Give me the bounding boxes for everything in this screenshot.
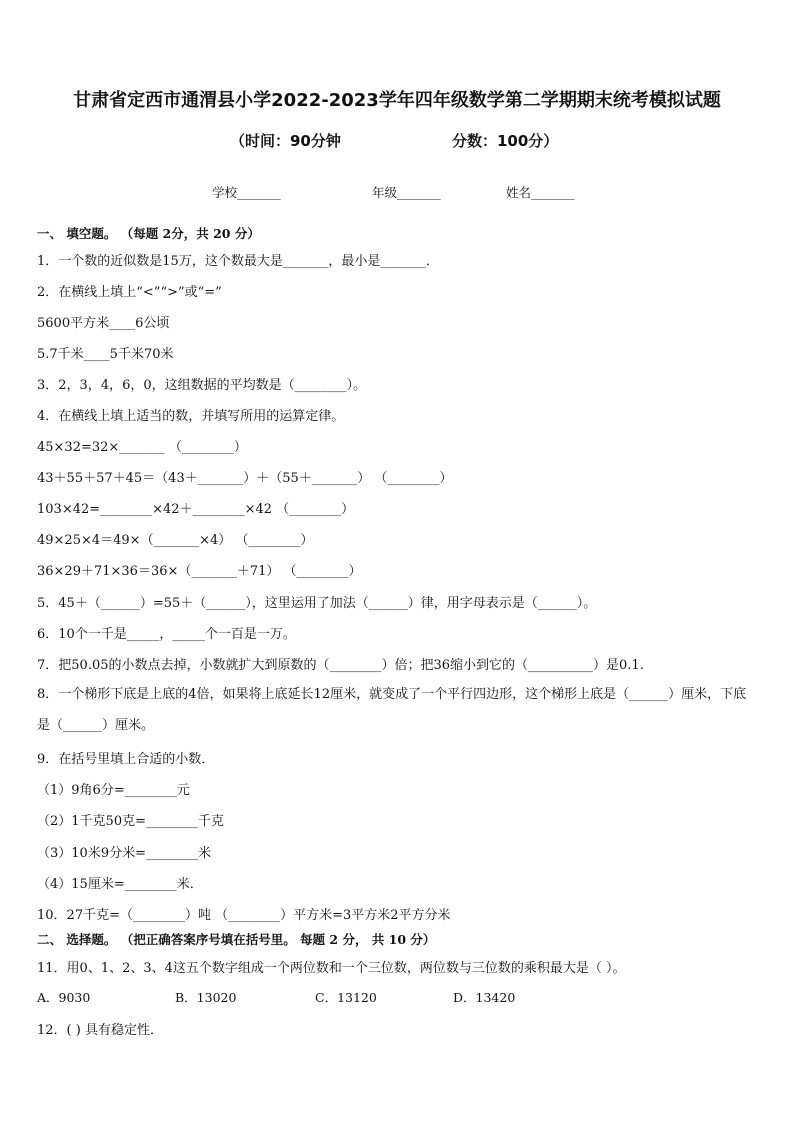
section-2-heading: 二、 选择题。 （把正确答案序号填在括号里。 每题 2 分， 共 10 分） (37, 932, 436, 947)
question-10: 10．27千克=（________）吨 （________）平方米=3平方米2平方分米 (37, 908, 451, 923)
question-4-item-1: 45×32=32×_______ （________） (37, 440, 247, 455)
school-field: 学校_______ (212, 185, 281, 200)
question-5: 5．45＋（______）=55＋（______），这里运用了加法（______）律，用字母表示是（______）。 (37, 596, 597, 611)
question-4-item-5: 36×29＋71×36＝36×（_______＋71） （________） (37, 564, 362, 579)
grade-field: 年级_______ (372, 185, 441, 200)
question-9-item-1: （1）9角6分=________元 (37, 783, 190, 798)
exam-title: 甘肃省定西市通渭县小学2022-2023学年四年级数学第二学期期末统考模拟试题 (73, 90, 721, 111)
question-9: 9．在括号里填上合适的小数． (37, 752, 215, 767)
question-11-option-a: A．9030 (37, 990, 91, 1005)
section-1-heading: 一、 填空题。 （每题 2分，共 20 分） (37, 226, 260, 241)
name-field: 姓名_______ (506, 185, 575, 200)
question-11-option-c: C．13120 (315, 990, 377, 1005)
exam-score: 分数：100分） (452, 132, 559, 150)
question-7: 7．把50.05的小数点去掉，小数就扩大到原数的（________）倍；把36缩小到它的（__________）是0.1. (37, 658, 644, 673)
question-11-option-b: B．13020 (175, 990, 237, 1005)
exam-time: （时间：90分钟 (230, 132, 341, 150)
question-12: 12．( ) 具有稳定性． (37, 1023, 163, 1038)
question-9-item-3: （3）10米9分米=________米 (37, 846, 211, 861)
question-3: 3．2，3，4，6，0，这组数据的平均数是（________）。 (37, 378, 367, 393)
question-2: 2．在横线上填上“<”“>”或“=” (37, 285, 222, 300)
question-9-item-4: （4）15厘米=________米． (37, 877, 203, 892)
question-4-item-2: 43＋55＋57＋45＝（43＋_______）＋（55＋_______） （________） (37, 471, 453, 486)
question-4-item-4: 49×25×4＝49×（_______×4） （________） (37, 533, 314, 548)
question-2-item-1: 5600平方米____6公顷 (37, 316, 170, 331)
question-2-item-2: 5.7千米____5千米70米 (37, 347, 174, 362)
question-8: 8．一个梯形下底是上底的4倍，如果将上底延长12厘米，就变成了一个平行四边形，这个梯形上底是（______）厘米，下底是（______）厘米。 (37, 687, 747, 733)
question-9-item-2: （2）1千克50克=________千克 (37, 814, 224, 829)
question-11-option-d: D．13420 (453, 990, 516, 1005)
question-1: 1．一个数的近似数是15万，这个数最大是_______，最小是_______． (37, 254, 439, 269)
question-4: 4．在横线上填上适当的数，并填写所用的运算定律。 (37, 409, 345, 424)
question-4-item-3: 103×42=________×42＋________×42 （________） (37, 502, 355, 517)
question-6: 6．10个一千是_____，_____个一百是一万。 (37, 627, 296, 642)
question-11: 11．用0、1、2、3、4这五个数字组成一个两位数和一个三位数，两位数与三位数的乘积最大是（ ）。 (37, 961, 626, 976)
